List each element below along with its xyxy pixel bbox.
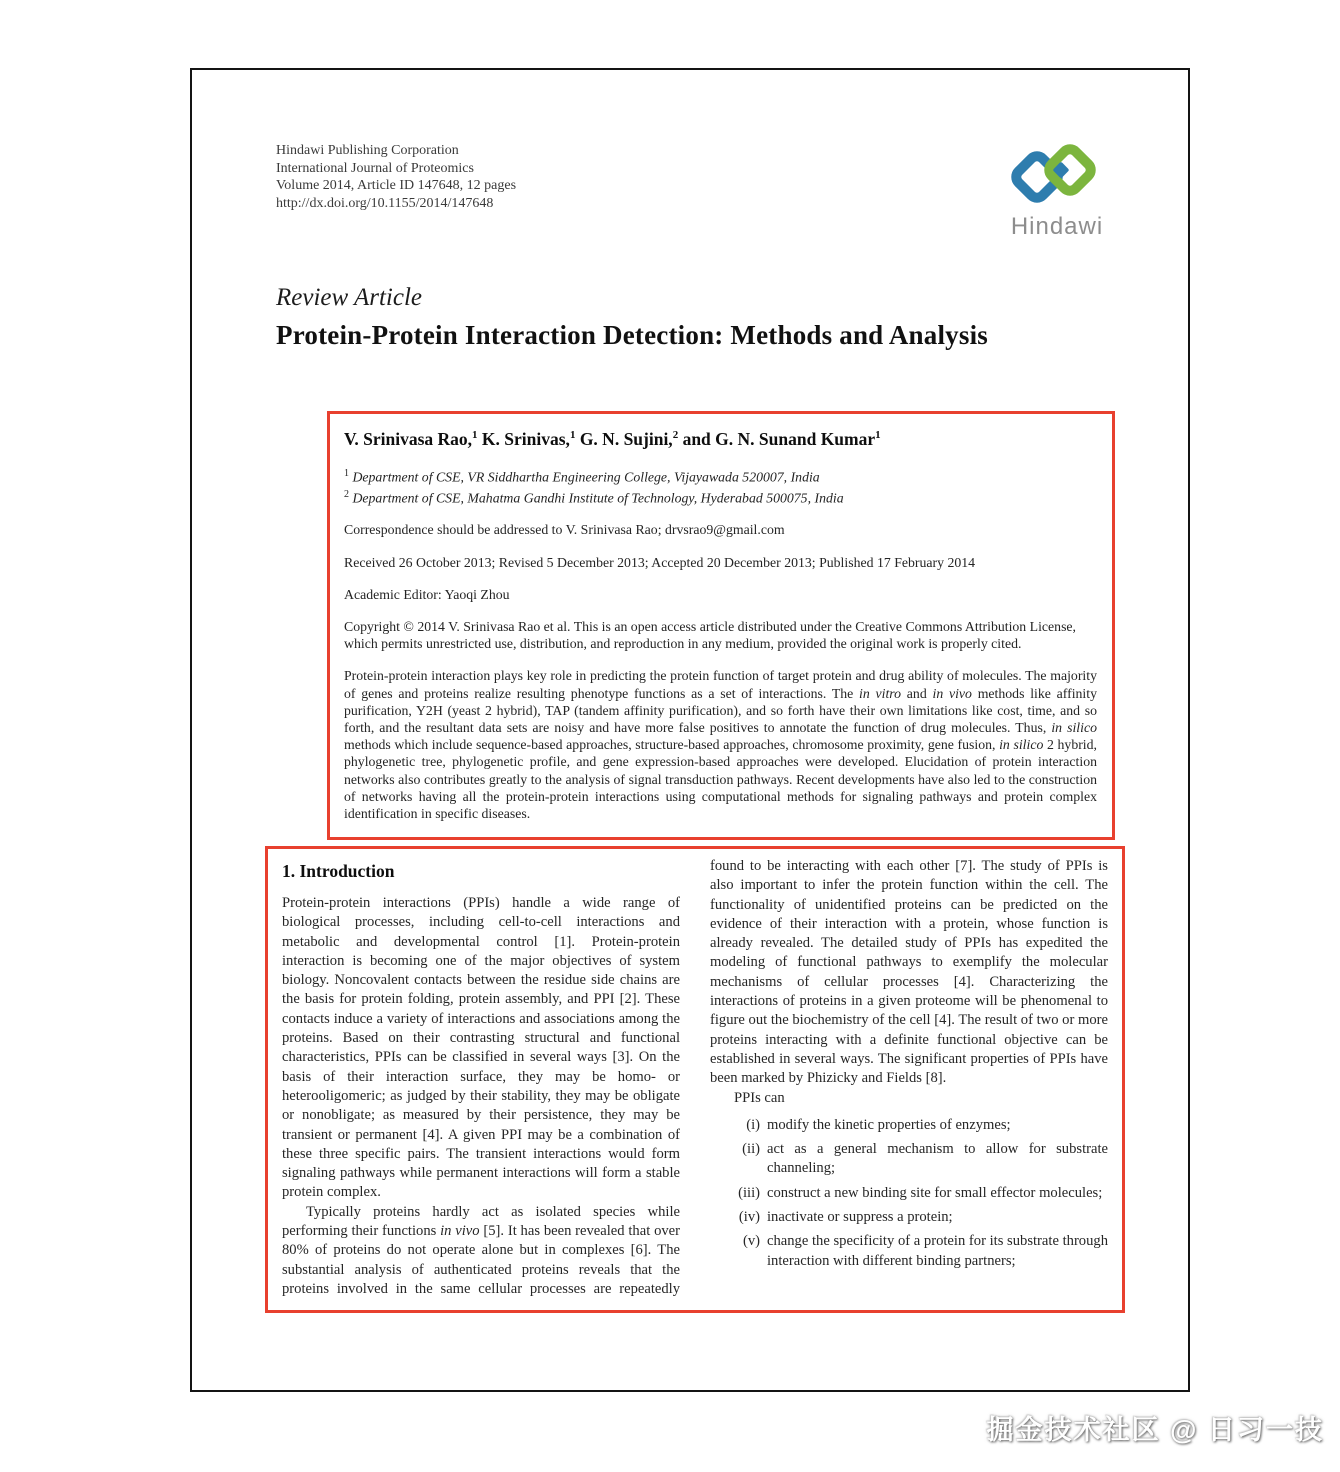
section-heading: 1. Introduction (282, 861, 395, 881)
intro-paragraph-2: Typically proteins hardly act as isolated species while performing their functions in vivo [5]. It has been revealed that over 80% of proteins do not operate alone but in complexes [6]. The substantial analysis of authenticated proteins reveals that the proteins involved in the same cellular processes are repeatedly found to be interacting with each other [7]. The study of PPIs is also important to infer the protein function within the cell. The functionality of unidentified proteins can be predicted on the evidence of their interaction with a protein, whose function is already revealed. The detailed study of PPIs has expedited the modeling of functional pathways to exemplify the molecular mechanisms of cellular processes [4]. Characterizing the interactions of proteins in a given proteome will be phenomenal to figure out the biochemistry of the cell [4]. The result of two or more proteins interacting with a definite functional objective can be established in several ways. The significant properties of PPIs have been marked by Phizicky and Fields [8]. (282, 858, 1108, 1297)
journal-name: International Journal of Proteomics (276, 160, 474, 176)
article-title: Protein-Protein Interaction Detection: Methods and Analysis (276, 320, 988, 350)
author-4: and G. N. Sunand Kumar (678, 428, 876, 449)
affiliation-1-sup: 1 (344, 467, 349, 479)
article-type-label: Review Article (276, 284, 423, 311)
logo-wordmark: Hindawi (1010, 213, 1104, 240)
history-line: Received 26 October 2013; Revised 5 December 2013; Accepted 20 December 2013; Published 17 February 2014 (344, 554, 976, 570)
intro-paragraph-1: Protein-protein interactions (PPIs) handle a wide range of biological processes, including cell-to-cell interactions and metabolic and developmental control [1]. Protein-protein interaction is becoming one of the major objectives of system biology. Noncovalent contacts between the residue side chains are the basis for protein folding, protein assembly, and PPI [2]. These contacts induce a variety of interactions and associations among the proteins. Based on their contrasting structural and functional characteristics, PPIs can be classified in several ways [3]. On the basis of their interaction surface, they may be homo- or heterooligomeric; as judged by their stability, they may be obligate or nonobligate; as measured by their persistence, they may be transient or permanent [4]. A given PPI may be a combination of these three specific pairs. The transient interactions would form signaling pathways while permanent interactions will form a stable protein complex. (282, 895, 680, 1201)
hindawi-rings-icon (1011, 140, 1103, 210)
list-marker: (ii) (742, 1141, 760, 1158)
author-4-affil-sup: 1 (875, 429, 881, 441)
ppi-functions-list (720, 1116, 1108, 1271)
document-page (190, 68, 1190, 1392)
italic-term: in vitro (859, 685, 902, 701)
list-marker: (i) (746, 1116, 760, 1133)
academic-editor-line: Academic Editor: Yaoqi Zhou (344, 586, 510, 602)
author-2: K. Srinivas, (477, 428, 570, 449)
doi-link: http://dx.doi.org/10.1155/2014/147648 (276, 195, 494, 211)
author-1-affil-sup: 1 (472, 429, 478, 441)
publisher-name: Hindawi Publishing Corporation (276, 143, 459, 158)
copyright-line: Copyright © 2014 V. Srinivasa Rao et al. This is an open access article distributed under the Creative Commons Attribution License, which permits unrestricted use, distribution, and reproduction in any medium, provided the original work is properly cited. (344, 619, 1077, 652)
list-item: (v) change the specificity of a protein for its substrate through interaction with different binding partners; (720, 1232, 1108, 1271)
hindawi-logo (992, 140, 1122, 241)
italic-term: in vivo (440, 1223, 480, 1240)
author-3-affil-sup: 2 (672, 429, 679, 441)
list-item: (iv) inactivate or suppress a protein; (720, 1208, 1108, 1227)
affiliation-1: $^1$ Department of CSE, VR Siddhartha Engineering College, Vijayawada 520007, India (344, 467, 820, 485)
watermark: 掘金技术社区 @ 日习一技 (986, 1415, 1324, 1445)
list-marker: (v) (742, 1233, 760, 1250)
list-item: (i) modify the kinetic properties of enzymes; (720, 1116, 1108, 1135)
affiliation-2-sup: 2 (344, 488, 349, 500)
list-item: (ii) act as a general mechanism to allow for substrate channeling; (720, 1140, 1108, 1179)
affiliation-2: $^2$ Department of CSE, Mahatma Gandhi Institute of Technology, Hyderabad 500075, India (344, 488, 844, 506)
list-item: (iii) construct a new binding site for small effector molecules; (720, 1184, 1108, 1203)
italic-term: in silico (1051, 720, 1097, 736)
intro-paragraph-3: PPIs can (734, 1089, 785, 1106)
correspondence-line: Correspondence should be addressed to V. Srinivasa Rao; drvsrao9@gmail.com (344, 522, 785, 538)
italic-term: in vivo (932, 685, 972, 701)
abstract-paragraph: Protein-protein interaction plays key role in predicting the protein function of target protein and drug ability of molecules. The majority of genes and proteins realize resulting phenotype functions as a set of interactions. The in vitro and in vivo methods like affinity purification, Y2H (yeast 2 hybrid), TAP (tandem affinity purification), and so forth have their own limitations like cost, time, and so forth, and the resultant data sets are noisy and have more false positives to annotate the function of drug molecules. Thus, in silico methods which include sequence-based approaches, structure-based approaches, chromosome proximity, gene fusion, in silico 2 hybrid, phylogenetic tree, phylogenetic profile, and gene expression-based approaches were developed. Elucidation of protein interaction networks also contributes greatly to the analysis of signal transduction pathways. Recent developments have also led to the construction of networks having all the protein-protein interactions using computational methods for signaling pathways and protein complex identification in specific diseases. (344, 668, 1097, 822)
volume-line: Volume 2014, Article ID 147648, 12 pages (276, 178, 517, 193)
introduction-box (265, 846, 1125, 1313)
front-matter-box (327, 411, 1115, 840)
authors-line (344, 425, 1097, 450)
list-marker: (iv) (738, 1209, 760, 1226)
author-2-affil-sup: 1 (569, 429, 576, 441)
author-3: G. N. Sujini, (575, 428, 673, 449)
affiliations (344, 465, 1097, 507)
two-column-text (282, 857, 1108, 1300)
publication-header (276, 142, 516, 212)
list-marker: (iii) (738, 1184, 760, 1201)
italic-term: in silico (999, 737, 1044, 753)
author-1: V. Srinivasa Rao, (344, 428, 473, 449)
